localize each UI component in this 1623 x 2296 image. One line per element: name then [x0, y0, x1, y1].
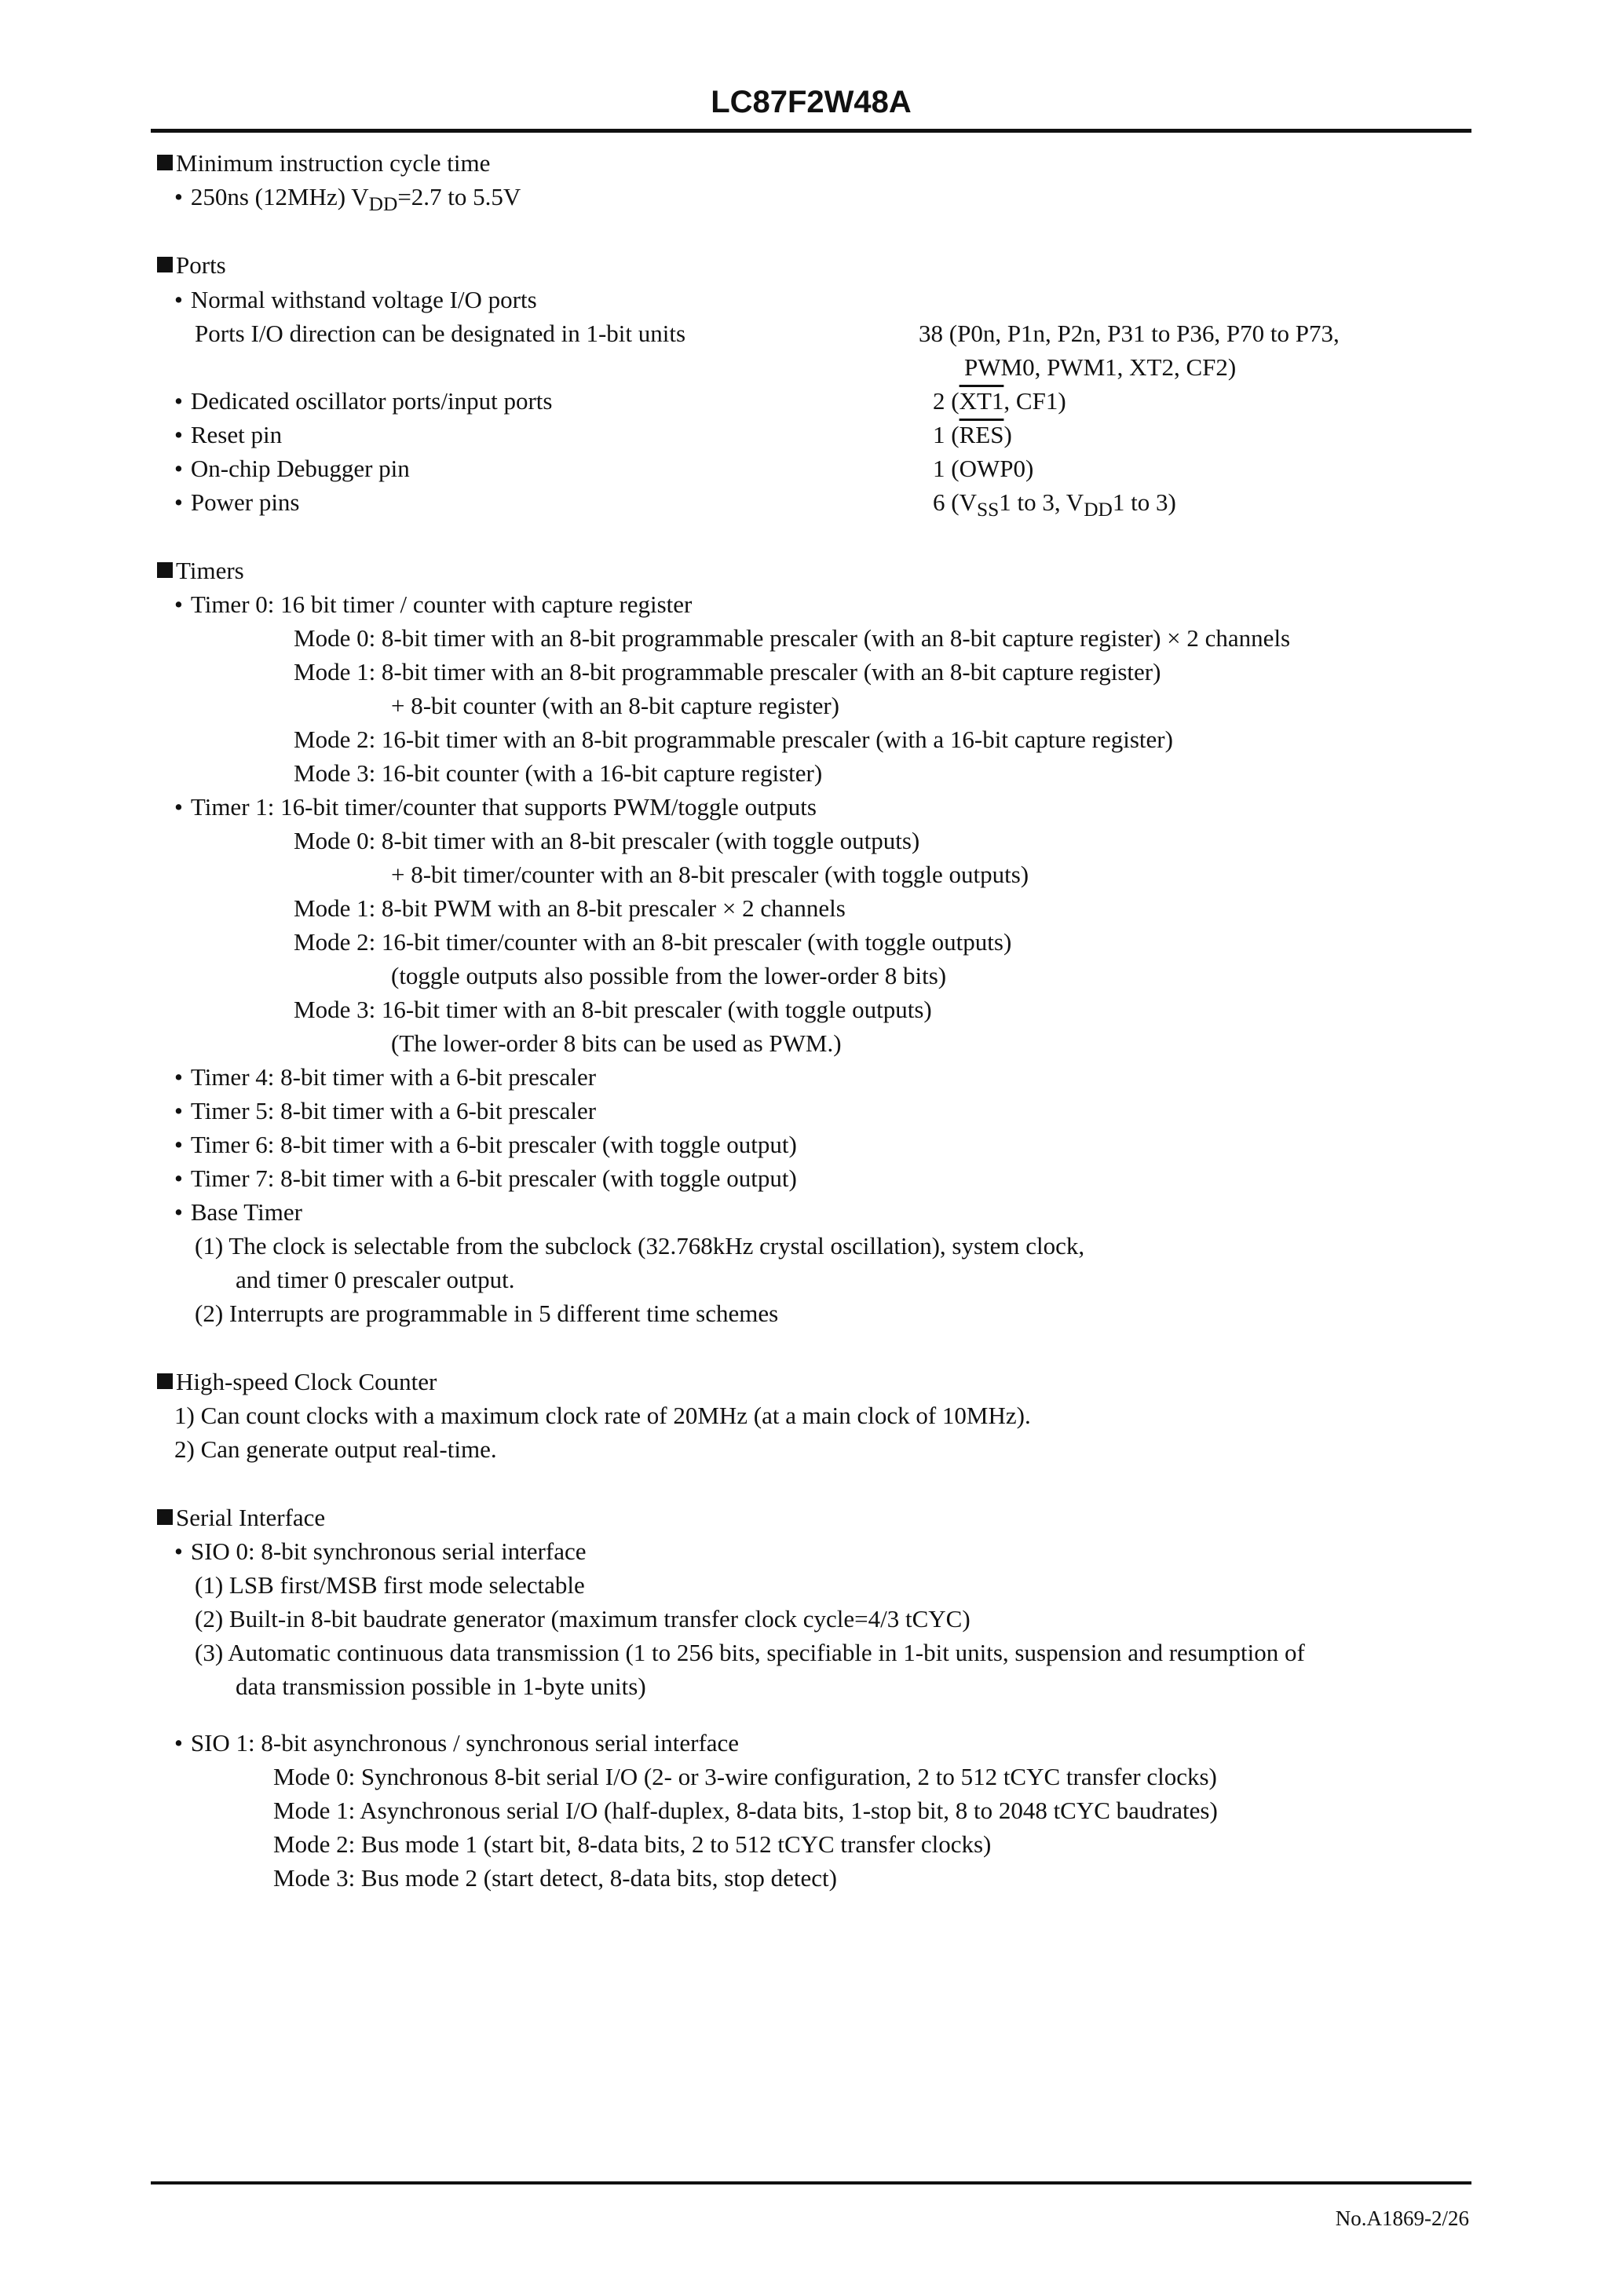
timer5: • Timer 5: 8-bit timer with a 6-bit prescaler	[174, 1097, 597, 1124]
timer0-mode1-cont: + 8-bit counter (with an 8-bit capture register)	[391, 692, 839, 719]
sio1-mode0: Mode 0: Synchronous 8-bit serial I/O (2- or 3-wire configuration, 2 to 512 tCYC transfer clocks)	[273, 1763, 1217, 1790]
timer0-mode1: Mode 1: 8-bit timer with an 8-bit programmable prescaler (with an 8-bit capture register)	[294, 658, 1161, 686]
hscc-item1: 1) Can count clocks with a maximum clock rate of 20MHz (at a main clock of 10MHz).	[174, 1402, 1031, 1429]
square-bullet-icon	[157, 257, 173, 272]
ports-reset: • Reset pin	[174, 421, 283, 448]
base-timer-item1-cont: and timer 0 prescaler output.	[236, 1266, 515, 1293]
sio0-item3-cont: data transmission possible in 1-byte units)	[236, 1673, 646, 1700]
sio0: • SIO 0: 8-bit synchronous serial interface	[174, 1537, 587, 1565]
bullet-icon: •	[174, 1097, 183, 1124]
document-title: LC87F2W48A	[711, 85, 912, 119]
timer0: • Timer 0: 16 bit timer / counter with capture register	[174, 590, 693, 618]
timer1-mode3-cont: (The lower-order 8 bits can be used as PWM.)	[391, 1029, 842, 1057]
page-number: No.A1869-2/26	[1335, 2206, 1469, 2230]
timer1-mode1: Mode 1: 8-bit PWM with an 8-bit prescaler × 2 channels	[294, 894, 846, 922]
section-heading-ports: Ports	[157, 250, 226, 281]
bullet-icon: •	[174, 1198, 183, 1226]
sio1-mode3: Mode 3: Bus mode 2 (start detect, 8-data bits, stop detect)	[273, 1864, 837, 1892]
bullet-icon: •	[174, 1729, 183, 1757]
ports-normal: • Normal withstand voltage I/O ports	[174, 286, 537, 313]
bullet-icon: •	[174, 1537, 183, 1565]
square-bullet-icon	[157, 1373, 173, 1389]
sio1: • SIO 1: 8-bit asynchronous / synchronous serial interface	[174, 1729, 740, 1757]
header-rule	[151, 129, 1471, 133]
timer0-mode2: Mode 2: 16-bit timer with an 8-bit programmable prescaler (with a 16-bit capture register)	[294, 726, 1173, 753]
ports-power-value: 6 ($V_{SS}1$ to 3, $V_{DD}1$ to 3)	[933, 488, 1176, 521]
sio0-item2: (2) Built-in 8-bit baudrate generator (maximum transfer clock cycle=4/3 tCYC)	[195, 1605, 971, 1632]
bullet-icon: •	[174, 590, 183, 618]
section-heading-hscc: High-speed Clock Counter	[157, 1366, 437, 1398]
ports-normal-value-cont: PWM0, PWM1, XT2, CF2)	[964, 353, 1237, 381]
square-bullet-icon	[157, 155, 173, 170]
section-heading-timers: Timers	[157, 555, 244, 587]
bullet-icon: •	[174, 421, 183, 448]
bullet-icon: •	[174, 286, 183, 313]
footer-rule	[151, 2181, 1471, 2184]
timer1-mode3: Mode 3: 16-bit timer with an 8-bit prescaler (with toggle outputs)	[294, 996, 932, 1023]
base-timer-item1: (1) The clock is selectable from the subclock (32.768kHz crystal oscillation), system clock,	[195, 1232, 1085, 1260]
timer1: • Timer 1: 16-bit timer/counter that supports PWM/toggle outputs	[174, 793, 817, 821]
bullet-icon: •	[174, 1063, 183, 1091]
hscc-item2: 2) Can generate output real-time.	[174, 1435, 497, 1463]
timer0-mode3: Mode 3: 16-bit counter (with a 16-bit capture register)	[294, 759, 823, 787]
timer4: • Timer 4: 8-bit timer with a 6-bit prescaler	[174, 1063, 597, 1091]
bullet-icon: •	[174, 488, 183, 516]
timer0-mode0: Mode 0: 8-bit timer with an 8-bit programmable prescaler (with an 8-bit capture register) × 2 channels	[294, 624, 1291, 652]
ports-debugger-value: 1 (OWP0)	[933, 455, 1034, 482]
ports-power: • Power pins	[174, 488, 300, 516]
section-heading-min-cycle: Minimum instruction cycle time	[157, 148, 490, 179]
bullet-icon: •	[174, 387, 183, 415]
base-timer: • Base Timer	[174, 1198, 302, 1226]
bullet-icon: •	[174, 1164, 183, 1192]
bullet-icon: •	[174, 183, 183, 210]
sio1-mode2: Mode 2: Bus mode 1 (start bit, 8-data bits, 2 to 512 tCYC transfer clocks)	[273, 1830, 992, 1858]
ports-debugger: • On-chip Debugger pin	[174, 455, 410, 482]
ports-normal-desc: Ports I/O direction can be designated in 1-bit units	[195, 320, 686, 347]
ports-oscillator-value: 2 (XT1, CF1)	[933, 387, 1066, 415]
square-bullet-icon	[157, 1509, 173, 1525]
timer1-mode0-cont: + 8-bit timer/counter with an 8-bit prescaler (with toggle outputs)	[391, 861, 1029, 888]
ports-reset-value: 1 $(\overline{RES})$	[933, 421, 1012, 448]
sio1-mode1: Mode 1: Asynchronous serial I/O (half-duplex, 8-data bits, 1-stop bit, 8 to 2048 tCYC baudrates)	[273, 1797, 1218, 1824]
sio0-item3: (3) Automatic continuous data transmission (1 to 256 bits, specifiable in 1-bit units, suspension and resumption of	[195, 1639, 1305, 1666]
ports-normal-value: 38 (P0n, P1n, P2n, P31 to P36, P70 to P73,	[919, 320, 1340, 347]
section-heading-serial: Serial Interface	[157, 1502, 325, 1534]
timer7: • Timer 7: 8-bit timer with a 6-bit prescaler (with toggle output)	[174, 1164, 797, 1192]
bullet-icon: •	[174, 1131, 183, 1158]
square-bullet-icon	[157, 562, 173, 578]
timer6: • Timer 6: 8-bit timer with a 6-bit prescaler (with toggle output)	[174, 1131, 797, 1158]
sio0-item1: (1) LSB first/MSB first mode selectable	[195, 1571, 585, 1599]
timer1-mode0: Mode 0: 8-bit timer with an 8-bit prescaler (with toggle outputs)	[294, 827, 920, 854]
base-timer-item2: (2) Interrupts are programmable in 5 different time schemes	[195, 1300, 779, 1327]
min-cycle-item: • 250ns (12MHz) $V_{DD}=2.7$ to 5.5V	[174, 183, 521, 216]
timer1-mode2-cont: (toggle outputs also possible from the lower-order 8 bits)	[391, 962, 947, 989]
timer1-mode2: Mode 2: 16-bit timer/counter with an 8-bit prescaler (with toggle outputs)	[294, 928, 1012, 956]
bullet-icon: •	[174, 793, 183, 821]
ports-oscillator: • Dedicated oscillator ports/input ports	[174, 387, 553, 415]
bullet-icon: •	[174, 455, 183, 482]
